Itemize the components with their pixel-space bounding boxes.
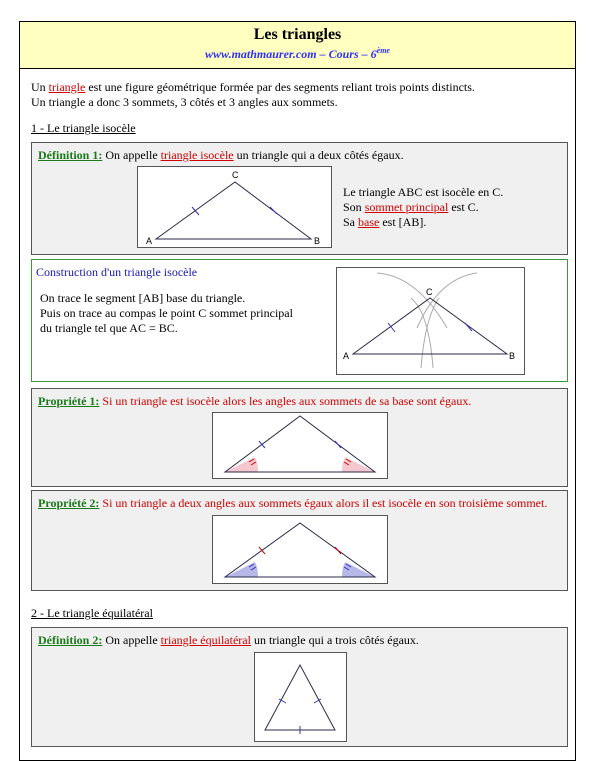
page-subtitle (20, 46, 575, 62)
step-3: du triangle tel que AC = BC. (40, 321, 178, 335)
term-triangle: triangle (48, 80, 86, 94)
intro-text: Un (31, 80, 49, 94)
definition-2-label: Définition 2: (38, 633, 103, 647)
property-1-box (31, 388, 568, 487)
property-1-figure (212, 412, 388, 479)
term-base: base (358, 215, 380, 229)
page-title: Les triangles (253, 26, 342, 43)
intro-line-2: Un triangle a donc 3 sommets, 3 côtés et 3 angles aux sommets. (31, 95, 338, 109)
details-text: est C. (448, 200, 479, 214)
property-2-box (31, 490, 568, 591)
construction-steps (40, 291, 293, 336)
step-1: On trace le segment [AB] base du triangle. (40, 291, 246, 305)
intro-text: est une figure géométrique formée par des segments reliant trois points distincts. (85, 80, 475, 94)
definition-1-box (31, 142, 568, 255)
equilateral-triangle-figure (254, 652, 347, 742)
point-a-label: A (146, 236, 153, 246)
section-2-title: 2 - Le triangle équilatéral (31, 606, 153, 620)
property-2-text: Si un triangle a deux angles aux sommets égaux alors il est isocèle en son troisième sommet. (99, 496, 548, 510)
point-a-label: A (343, 351, 350, 361)
term-equilateral: triangle équilatéral (160, 633, 251, 647)
step-2: Puis on trace au compas le point C sommet principal (40, 306, 293, 320)
construction-box (31, 259, 568, 382)
intro-paragraph (31, 80, 475, 110)
definition-1-details (343, 185, 503, 230)
definition-1-label: Définition 1: (38, 148, 103, 162)
construction-figure (336, 267, 525, 375)
definition-text: On appelle (102, 633, 161, 647)
course-label: Cours (328, 47, 359, 61)
property-2-label: Propriété 2: (38, 496, 100, 510)
point-b-label: B (509, 351, 516, 361)
point-c-label: C (426, 287, 433, 297)
details-text: Sa (343, 215, 358, 229)
property-1-label: Propriété 1: (38, 394, 100, 408)
course-sheet (19, 21, 576, 761)
details-text: est [AB]. (379, 215, 427, 229)
level-superscript: ème (376, 46, 390, 55)
definition-text: un triangle qui a trois côtés égaux. (250, 633, 419, 647)
term-main-vertex: sommet principal (364, 200, 449, 214)
level-label: 6 (370, 47, 377, 61)
separator: – (358, 47, 371, 61)
section-1-title: 1 - Le triangle isocèle (31, 121, 136, 135)
definition-text: On appelle (102, 148, 161, 162)
site-link[interactable]: www.mathmaurer.com (205, 47, 317, 61)
isosceles-triangle-figure (137, 166, 332, 248)
details-line-1: Le triangle ABC est isocèle en C. (343, 185, 504, 199)
definition-2-box (31, 627, 568, 747)
term-isosceles: triangle isocèle (160, 148, 234, 162)
point-c-label: C (232, 170, 239, 180)
page-header (20, 22, 575, 69)
construction-title: Construction d'un triangle isocèle (36, 265, 198, 279)
property-1-text: Si un triangle est isocèle alors les angles aux sommets de sa base sont égaux. (99, 394, 472, 408)
details-text: Son (343, 200, 365, 214)
property-2-figure (212, 515, 388, 584)
definition-text: un triangle qui a deux côtés égaux. (233, 148, 404, 162)
separator: – (316, 47, 329, 61)
point-b-label: B (314, 236, 321, 246)
